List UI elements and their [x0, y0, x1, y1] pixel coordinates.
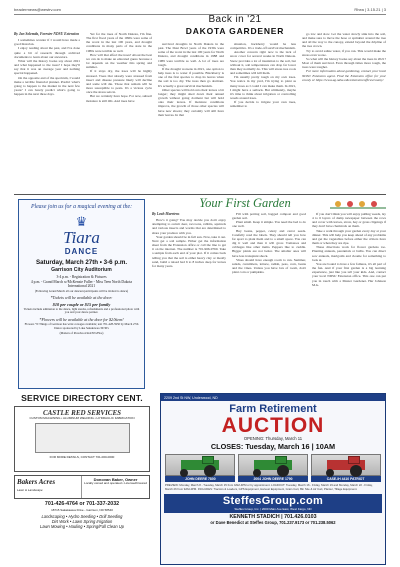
tractor-label: 2004 JOHN DEERE 1790 [238, 476, 308, 482]
steffes-name: SteffesGroup.com [222, 495, 324, 507]
paragraph: Another concern right now is the lack of snow cover for several weeks in North Dakota. Snow provides a lot of insulation to the soil, but without it, soil temperatures can drop far lower than they normally do. This will stress tree roots and sometimes will kill them. [230, 50, 296, 76]
auction-contact-2: or Dave Benedict at Steffes Group, 701.237.9173 or 701.238.5062 [210, 520, 336, 525]
paragraph: survived droughts in North Dakota in the past. The Dust Bowl years of the 1930s were some of the worst in the last 100 years for North Dakota, and drought conditions in 1988 and 1989 were terrible as well. A lot of trees are tough. [158, 42, 224, 67]
biz-sub: CUSTOM MACHINING • ALUMINUM WELDING • HYDRAULIC FABRICATION [29, 416, 135, 420]
tractor-label: CASE-IH 4410 PATRIOT [311, 476, 381, 482]
biz-phone: FOR MORE DETAILS, CONTACT 701-000-0000 [49, 454, 115, 459]
tractor-photos [161, 454, 385, 482]
paragraph: I enjoy reading about the past, and I've done quite a bit of research through archived documents to learn about our ancestors. [14, 46, 80, 59]
castle-red-ad [14, 406, 150, 472]
paragraph: What will the history books say about 2021 and what happened to the trees? I hope they'll say that it was an average year and nothing special happened. [14, 58, 80, 76]
gala-subtitle: DANCE [64, 247, 99, 256]
column-col-5 [302, 32, 386, 82]
bakers-address: 18715 Sakakawea Drive - Garrison, ND 58540 [51, 508, 113, 512]
bakers-acres-logo [15, 476, 82, 498]
paragraph: Buy beans, pepper, celery and carrot seeds. Carefully read the labels. They should tell you how far apart to plant them and to a small space. You can dig it well and then it will grow. Tomatoes and cabbages like other items. Peppers like to cuddle. Bigger plants are not better. The smaller ones will have less transplant shock. [232, 228, 306, 258]
gala-extra: Tickets include admission to the dance, light snacks, refreshments and a professional photo with you and your dance partner. [23, 306, 140, 315]
auction-location: 2209 2nd St NW, Underwood, ND [161, 394, 385, 401]
machine-shop-illustration [35, 423, 130, 453]
gala-hosts-2: (Matters of Preschool/4x4/30's/Hoe) [59, 331, 104, 336]
section-divider [14, 194, 386, 195]
gala-detail: (Following Grand March all our dancers/participants will be invited to dance) [34, 288, 129, 293]
paragraph: go low and slow. Let the water slowly sink into the soil, and make sure to move the hose or sprinkler around the tree and all the way to the canopy, extend beyond the dripline of the tree crown. [302, 32, 386, 49]
paragraph: If you don't think you will enjoy pulling weeds, lay 4 to 6 layers of damp newspaper between the rows and cover with leaves, straw, hay or grass clippings if they don't have chemicals on them. [312, 212, 386, 229]
auction-title: AUCTION [221, 414, 325, 437]
auction-closing: CLOSES: Tuesday, March 16 | 10AM [210, 442, 336, 451]
biz-sub: Lawn & Landscape [17, 488, 43, 492]
gala-flowers-note: Flowers "N Things of Garrison has wrist corsages available; text 701-428-5950 by March 27th [24, 321, 139, 326]
bakers-acres-info [82, 476, 149, 498]
flowers-icon [330, 199, 386, 209]
farm-auction-ad [160, 393, 386, 565]
gala-title: Tiara [63, 228, 100, 247]
biz-name: CASTLE RED SERVICES [42, 409, 122, 417]
tractor-photo [165, 454, 235, 482]
garden-col-1 [152, 212, 226, 268]
paragraph: Try to avoid saline water, if you can. This would make the stress even worse. [302, 48, 386, 57]
bakers-acres-ad [14, 475, 150, 499]
column-col-1 [14, 32, 80, 96]
service-line: Lawn Mowing • Hauling • Spring/Fall Clean Up [39, 524, 125, 530]
header-left: beadermews@westrv.com [14, 7, 61, 12]
paragraph: If the drought worsens in 2021, one option to help trees is to water if possible. Blackberry is one of the first species to drop its leaves when the soil is too dry. The trees then go dormant. It's actually a great survival mechanism. [158, 66, 224, 88]
paragraph: I'm usually pretty tough on my own trees. You notice in my yard, I'm trying to plant as many trees as I could I can make them. In 2021, I might have a setback. But ultimately, maybe it's time to think about irrigation or controlling weeds around trees. [230, 75, 296, 101]
paragraph: So what will the history books say about the trees in 2021? Most of them survived. Even through times more tough, the trees were tougher. [302, 56, 386, 70]
biz-desc: Locally owned and operated • Licensed/insured [84, 480, 147, 485]
crown-icon: ♛ [75, 214, 88, 229]
biz-owner: Donovan Baker, Owner [93, 477, 138, 482]
gala-date: Saturday, March 27th • 3-6 p.m. [35, 259, 128, 266]
gala-invite: Please join us for a magical evening at the: [30, 204, 133, 210]
service-line: Landscaping • Hydro Seeding • Drill Seeding [41, 514, 123, 519]
column-title: DAKOTA GARDENER [185, 26, 285, 36]
biz-name: Bakers Acres [17, 478, 56, 486]
sprayer-icon [311, 454, 381, 476]
gala-detail: 3-4 p.m. - Registration & Pictures [56, 275, 107, 279]
service-directory-title: SERVICE DIRECTORY CENT. [21, 393, 143, 403]
bakers-services [14, 514, 150, 530]
service-directory [14, 393, 150, 563]
garden-title: Your First Garden [199, 196, 291, 210]
paragraph: Vines should have enough room to run. Summer, salads, cucumbers, lettuce, radish, peas, corn, beans and the vines. Unless you have lots of room, don't plant corn or pumpkins. [232, 257, 306, 275]
garden-byline: By Leah Maertens [152, 212, 180, 216]
paragraph: On the opposite end of the spectrum, I would make a terrible financial planner. Predict what's going to happen to the market in the next few years? I can barely predict what's going to happen in the next three days. [14, 75, 80, 97]
column-col-4 [230, 42, 296, 109]
bakers-phones: 701-426-4764 or 701-337-2032 [44, 501, 120, 507]
paragraph: But we certainly have hope. For now, subsoil moisture is still OK. And trees have [86, 94, 152, 103]
steffes-address: Steffes Group, Inc. | 2000 Main Ave East, West Fargo, ND [234, 507, 312, 511]
gala-tickets-note: *Tickets will be available at the door: [50, 295, 113, 301]
auction-title-top: Farm Retirement [229, 403, 317, 415]
paragraph: situation, hackberry would be less competitive. It's a trade-off survival mechanism. [230, 42, 296, 51]
gala-detail: 4 p.m. - Grand March w/McKenzie Fuller - Miss Teen North Dakota International 2021 [30, 279, 133, 289]
header-right: Rhea | 3.15.21 | 3 [354, 7, 386, 12]
paragraph: How will that affect the trees? About the best we can do is make an educated guess because a lot depends on the weather this spring and summer. [86, 52, 152, 70]
paragraph: Plant small. Keep it simple. You need the bed to do one well. [232, 220, 306, 229]
garden-col-2 [232, 212, 306, 274]
paragraph: If it stays dry, the trees will be highly stressed. Trees that already were stressed from insect and disease pressure likely will decline and some will die. Those that remain will be more susceptible to pests. It's a vicious cycle once the stress sets in. [86, 69, 152, 95]
tractor-photo [238, 454, 308, 482]
auction-fine-print: PREVIEW: Monday, March 8 - Tuesday, March 15 from 9AM-4PM or by appointment. LOADOUT: Tuesday, March 16 - Friday, March 19 and Monday, March 22 - Friday, March 26 from 9AM-4PM. INCLUDES: Tractors & Loaders, GPS Equipment, Harvest Equipment, Grain Cart, Bin Site & Air Cart, Planter, Tillage Equipment. [165, 483, 373, 491]
paragraph: Take a walk through your garden every day at your dinner. This will help you keep ahead of any problems and get the vegetables before either the critters have them or when they are ripe. [312, 228, 386, 246]
column-byline: By Jan Solemda, Forester NDSU Extension [14, 32, 80, 36]
tractor-label: JOHN DEERE 7800 [165, 476, 235, 482]
gala-hosts: Dance sponsored by Lake Sakakawea 30/30's [54, 326, 109, 331]
garden-col-3 [312, 212, 386, 287]
service-line: Dirt Work • Lawn Spring Irrigation [51, 519, 113, 525]
gala-flowers: *Flowers will be available at the door for $2/Stem! [39, 316, 124, 322]
gala-venue: Garrison City Auditorium [51, 267, 112, 273]
tractor-icon [165, 454, 235, 476]
paragraph: Your garden should be in full sun. Now, take it out. Next get a soil sample. Either get the information sheet from the Extension office or call the line to get it on the internet. The number is 701-966-9760. Take a sample from each end of your plot. If it comes back telling you that the soil is either heavy clay or mostly sand, build a raised bed 6 to 8 inches deep for leaves for many years. [152, 234, 226, 268]
paragraph: How's it going? You may decide you don't enjoy attempting to outwit deer, raccoons, rabbits, squirrels and various insects and worms that are determined to share your produce with you. [152, 218, 226, 235]
paragraph: I sometimes wonder if I would have made a good historian. [14, 38, 80, 47]
column-col-3 [158, 42, 224, 117]
paragraph: You are bound to have a few failures, it's all part of the fun. And if your first garden is a big learning experience, just like you tell your kids. And, contact your local NDSU Extension office. This one can put you in touch with a Master Gardener. Her Johnson M.G. [312, 261, 386, 287]
paragraph: These directions work for flower gardens too. Planting annuals, perennials or bulbs. You can direct sow annuals, marigolds and cleome for something to look at. [312, 245, 386, 262]
tractor-photo [311, 454, 381, 482]
auction-opening: OPENING: Thursday, March 11 [243, 436, 303, 441]
paragraph: Fill with potting soil, bagged compost and good garden soil. [232, 212, 306, 221]
steffes-banner [164, 494, 382, 513]
gala-price: $10 per couple or $15 per family [52, 301, 111, 307]
column-col-2 [86, 32, 152, 103]
column-kicker: Back in '21 [208, 14, 262, 25]
paragraph: For more information about gardening, contact your local NDSU Extension agent. Find the Extension office for your county or https://www.ag.ndsu.edu/extension/offices/county/ [302, 69, 386, 82]
paragraph: Yet for the trees of North Dakota, I'm fine. The first flood years of the 1990s were some of the worst in the last 100 years, and drought conditions in many parts of the state in the 1980s were terrible as well. [86, 32, 152, 53]
auction-contact: KENNETH STADICH | 701.426.0103 [229, 514, 317, 520]
paragraph: Other species will hold onto their leaves a bit longer; they might shed down their annual growth without going dormant but will hold onto their leaves. If moisture conditions improve, the growth of those other species will have new shoots; they certainly will still have their leaves. In that [158, 87, 224, 117]
paragraph: If you decide to irrigate your own trees, remember to [230, 100, 296, 109]
tiara-dance-ad [18, 199, 145, 389]
combine-icon [238, 454, 308, 476]
